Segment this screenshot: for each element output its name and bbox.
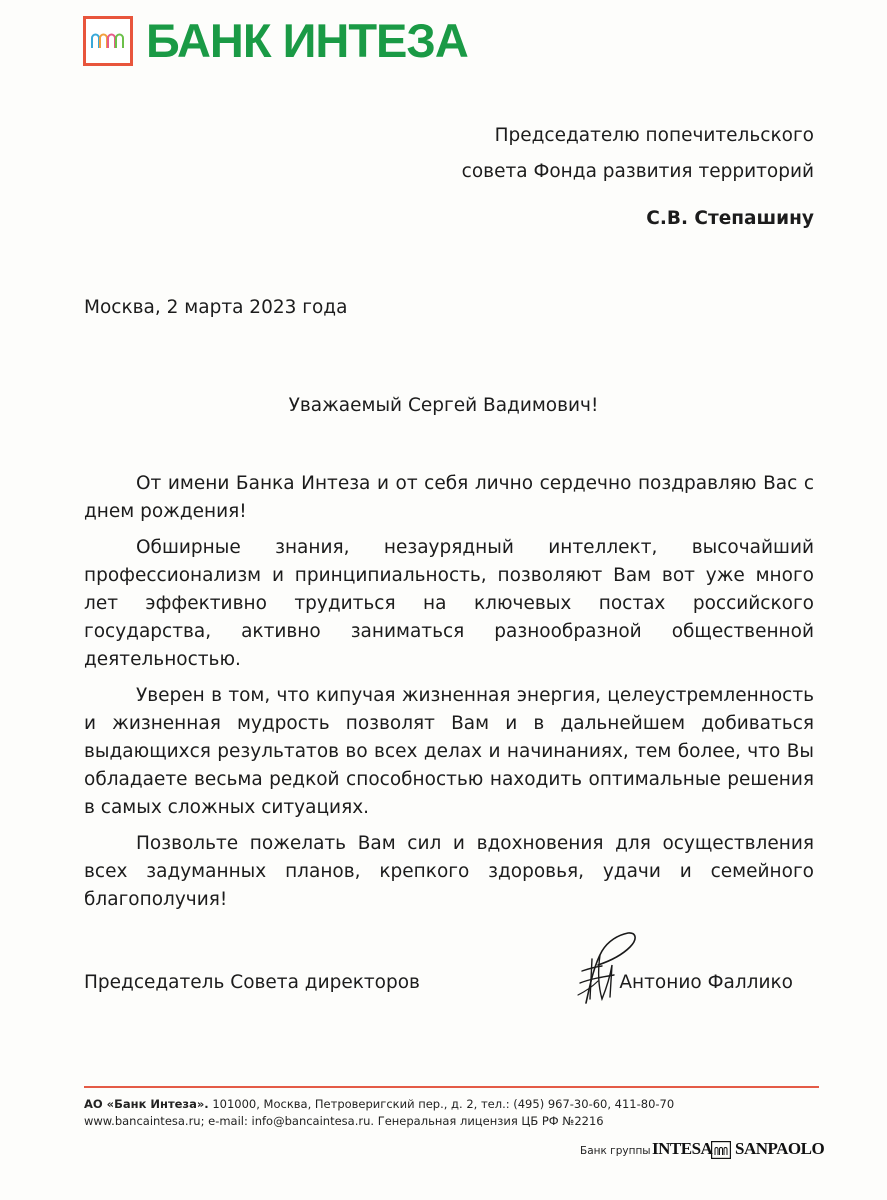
bank-logo-icon — [83, 16, 133, 66]
footer-divider — [84, 1086, 819, 1088]
footer-company-line — [84, 1097, 674, 1111]
signatory-title: Председатель Совета директоров — [84, 972, 420, 993]
sanpaolo-arches-icon — [711, 1141, 731, 1159]
sanpaolo-logo-text: SANPAOLO — [735, 1139, 825, 1158]
footer-address: 101000, Москва, Петроверигский пер., д. 2, тел.: (495) 967-30-60, 411-80-70 — [208, 1097, 675, 1111]
intesa-logo-text: INTESA — [652, 1139, 713, 1158]
addressee-line-2: совета Фонда развития территорий — [461, 161, 814, 182]
handwritten-signature — [572, 925, 642, 1007]
addressee-line-1: Председателю попечительского — [494, 125, 814, 146]
date-line: Москва, 2 марта 2023 года — [84, 297, 348, 318]
bank-logo-text: БАНК ИНТЕЗА — [146, 14, 468, 67]
footer-contact-line: www.bancaintesa.ru; e-mail: info@bancaintesa.ru. Генеральная лицензия ЦБ РФ №2216 — [84, 1114, 604, 1128]
footer-group-label: Банк группы — [580, 1145, 651, 1157]
paragraph-3: Уверен в том, что кипучая жизненная энергия, целеустремленность и жизненная мудрость позволят Вам и в дальнейшем добиваться выдающихся результатов во всех делах и начинаниях, тем более, что Вы обладаете весьма редкой способностью находить оптимальные решения в самых сложных ситуациях. — [84, 685, 814, 818]
paragraph-4: Позвольте пожелать Вам сил и вдохновения для осуществления всех задуманных планов, крепкого здоровья, удачи и семейного благополучия! — [84, 833, 814, 910]
footer-company-name: АО «Банк Интеза». — [84, 1097, 209, 1111]
paragraph-1: От имени Банка Интеза и от себя лично сердечно поздравляю Вас с днем рождения! — [84, 473, 814, 522]
paragraph-2: Обширные знания, незаурядный интеллект, высочайший профессионализм и принципиальность, позволяют Вам вот уже много лет эффективно трудиться на ключевых постах российского государства, активно заниматься разнообразной общественной деятельностью. — [84, 537, 814, 670]
addressee-name: С.В. Степашину — [646, 208, 814, 229]
letter-body — [84, 470, 814, 922]
greeting: Уважаемый Сергей Вадимович! — [288, 395, 599, 416]
signatory-name: Антонио Фаллико — [619, 972, 793, 993]
